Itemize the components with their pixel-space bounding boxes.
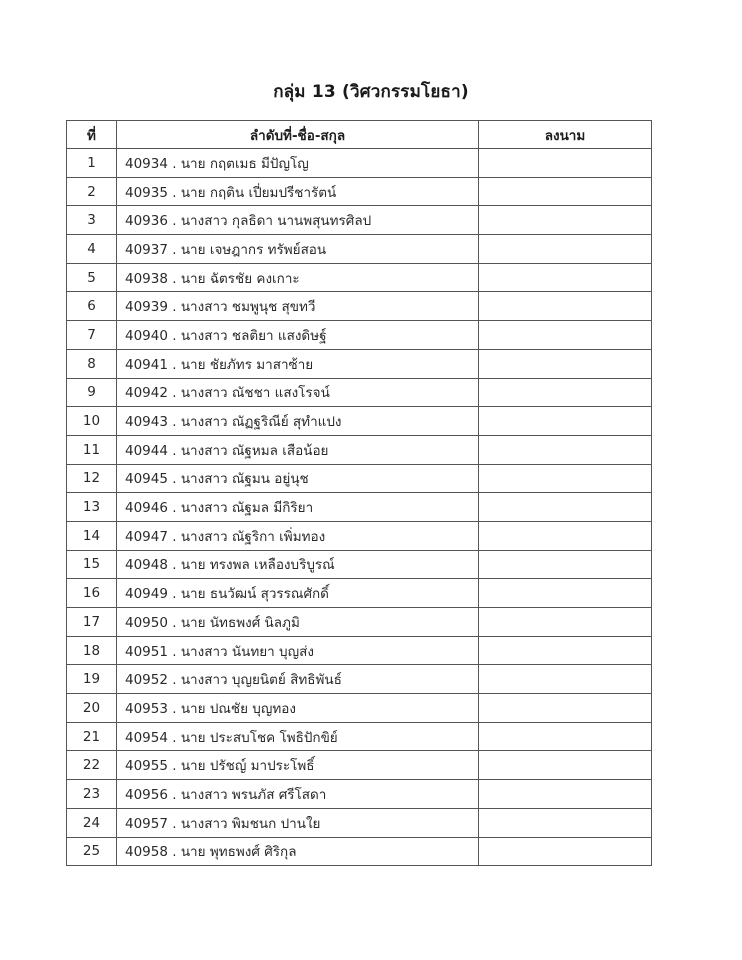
row-number: 24 bbox=[67, 808, 117, 837]
table-row bbox=[67, 349, 652, 378]
row-signature-cell bbox=[479, 149, 652, 178]
row-signature-cell bbox=[479, 407, 652, 436]
attendance-table bbox=[66, 120, 652, 866]
row-number: 8 bbox=[67, 349, 117, 378]
table-row bbox=[67, 493, 652, 522]
row-number: 9 bbox=[67, 378, 117, 407]
document-title: กลุ่ม 13 (วิศวกรรมโยธา) bbox=[273, 82, 469, 102]
row-name: 40952 . นางสาว บุญยนิตย์ สิทธิพันธ์ bbox=[117, 665, 479, 694]
table-row bbox=[67, 321, 652, 350]
row-name: 40940 . นางสาว ชลติยา แสงดิษฐ์ bbox=[117, 321, 479, 350]
table-row bbox=[67, 608, 652, 637]
row-name: 40954 . นาย ประสบโชค โพธิปักขิย์ bbox=[117, 722, 479, 751]
row-number: 13 bbox=[67, 493, 117, 522]
row-name: 40935 . นาย กฤติน เปี่ยมปรีชารัตน์ bbox=[117, 177, 479, 206]
row-name: 40949 . นาย ธนวัฒน์ สุวรรณศักดิ์ bbox=[117, 579, 479, 608]
row-signature-cell bbox=[479, 608, 652, 637]
row-name: 40951 . นางสาว นันทยา บุญส่ง bbox=[117, 636, 479, 665]
row-name: 40946 . นางสาว ณัฐมล มีกิริยา bbox=[117, 493, 479, 522]
table-row bbox=[67, 751, 652, 780]
row-name: 40953 . นาย ปณชัย บุญทอง bbox=[117, 694, 479, 723]
row-signature-cell bbox=[479, 694, 652, 723]
row-name: 40934 . นาย กฤตเมธ มีปัญโญ bbox=[117, 149, 479, 178]
table-row bbox=[67, 636, 652, 665]
row-name: 40947 . นางสาว ณัฐริกา เพิ่มทอง bbox=[117, 521, 479, 550]
table-row bbox=[67, 579, 652, 608]
table-row bbox=[67, 435, 652, 464]
row-signature-cell bbox=[479, 579, 652, 608]
row-signature-cell bbox=[479, 321, 652, 350]
row-signature-cell bbox=[479, 435, 652, 464]
header-signature: ลงนาม bbox=[479, 121, 652, 149]
row-name: 40957 . นางสาว พิมชนก ปานใย bbox=[117, 808, 479, 837]
table-row bbox=[67, 149, 652, 178]
table-row bbox=[67, 550, 652, 579]
row-signature-cell bbox=[479, 636, 652, 665]
row-name: 40942 . นางสาว ณัชชา แสงโรจน์ bbox=[117, 378, 479, 407]
row-number: 15 bbox=[67, 550, 117, 579]
header-no: ที่ bbox=[67, 121, 117, 149]
row-number: 10 bbox=[67, 407, 117, 436]
row-number: 4 bbox=[67, 235, 117, 264]
table-row bbox=[67, 521, 652, 550]
row-signature-cell bbox=[479, 837, 652, 866]
table-row bbox=[67, 378, 652, 407]
row-signature-cell bbox=[479, 493, 652, 522]
row-name: 40958 . นาย พุทธพงศ์ ศิริกุล bbox=[117, 837, 479, 866]
row-name: 40943 . นางสาว ณัฏฐริณีย์ สุทำแปง bbox=[117, 407, 479, 436]
row-number: 22 bbox=[67, 751, 117, 780]
table-row bbox=[67, 808, 652, 837]
row-signature-cell bbox=[479, 780, 652, 809]
row-number: 12 bbox=[67, 464, 117, 493]
row-name: 40950 . นาย นัทธพงศ์ นิลภูมิ bbox=[117, 608, 479, 637]
row-number: 23 bbox=[67, 780, 117, 809]
table-row bbox=[67, 177, 652, 206]
table-row bbox=[67, 694, 652, 723]
table-row bbox=[67, 206, 652, 235]
row-signature-cell bbox=[479, 292, 652, 321]
row-name: 40939 . นางสาว ชมพูนุช สุขทวี bbox=[117, 292, 479, 321]
row-signature-cell bbox=[479, 464, 652, 493]
row-number: 20 bbox=[67, 694, 117, 723]
table-row bbox=[67, 837, 652, 866]
row-number: 5 bbox=[67, 263, 117, 292]
row-signature-cell bbox=[479, 521, 652, 550]
row-signature-cell bbox=[479, 722, 652, 751]
table-row bbox=[67, 235, 652, 264]
row-signature-cell bbox=[479, 751, 652, 780]
table-body bbox=[67, 149, 652, 866]
row-signature-cell bbox=[479, 665, 652, 694]
row-name: 40937 . นาย เจษฎากร ทรัพย์สอน bbox=[117, 235, 479, 264]
row-name: 40956 . นางสาว พรนภัส ศรีโสดา bbox=[117, 780, 479, 809]
row-name: 40945 . นางสาว ณัฐมน อยู่นุช bbox=[117, 464, 479, 493]
table-row bbox=[67, 464, 652, 493]
table-row bbox=[67, 263, 652, 292]
row-number: 14 bbox=[67, 521, 117, 550]
table-row bbox=[67, 292, 652, 321]
row-number: 11 bbox=[67, 435, 117, 464]
row-number: 2 bbox=[67, 177, 117, 206]
row-name: 40944 . นางสาว ณัฐหมล เสือน้อย bbox=[117, 435, 479, 464]
row-signature-cell bbox=[479, 206, 652, 235]
row-number: 6 bbox=[67, 292, 117, 321]
header-id-name: ลำดับที่-ชื่อ-สกุล bbox=[117, 121, 479, 149]
row-number: 1 bbox=[67, 149, 117, 178]
row-name: 40948 . นาย ทรงพล เหลืองบริบูรณ์ bbox=[117, 550, 479, 579]
row-signature-cell bbox=[479, 263, 652, 292]
row-name: 40955 . นาย ปรัชญ์ มาประโพธิ์ bbox=[117, 751, 479, 780]
row-name: 40938 . นาย ฉัตรชัย คงเกาะ bbox=[117, 263, 479, 292]
table-row bbox=[67, 665, 652, 694]
row-name: 40941 . นาย ชัยภัทร มาสาซ้าย bbox=[117, 349, 479, 378]
row-signature-cell bbox=[479, 349, 652, 378]
row-signature-cell bbox=[479, 550, 652, 579]
table-row bbox=[67, 780, 652, 809]
row-number: 21 bbox=[67, 722, 117, 751]
row-signature-cell bbox=[479, 177, 652, 206]
row-number: 16 bbox=[67, 579, 117, 608]
table-header-row bbox=[67, 121, 652, 149]
row-number: 3 bbox=[67, 206, 117, 235]
table-row bbox=[67, 722, 652, 751]
row-name: 40936 . นางสาว กุลธิดา นานพสุนทรศิลป bbox=[117, 206, 479, 235]
row-number: 19 bbox=[67, 665, 117, 694]
row-number: 18 bbox=[67, 636, 117, 665]
row-signature-cell bbox=[479, 235, 652, 264]
row-signature-cell bbox=[479, 378, 652, 407]
table-row bbox=[67, 407, 652, 436]
row-number: 7 bbox=[67, 321, 117, 350]
row-number: 25 bbox=[67, 837, 117, 866]
row-signature-cell bbox=[479, 808, 652, 837]
row-number: 17 bbox=[67, 608, 117, 637]
